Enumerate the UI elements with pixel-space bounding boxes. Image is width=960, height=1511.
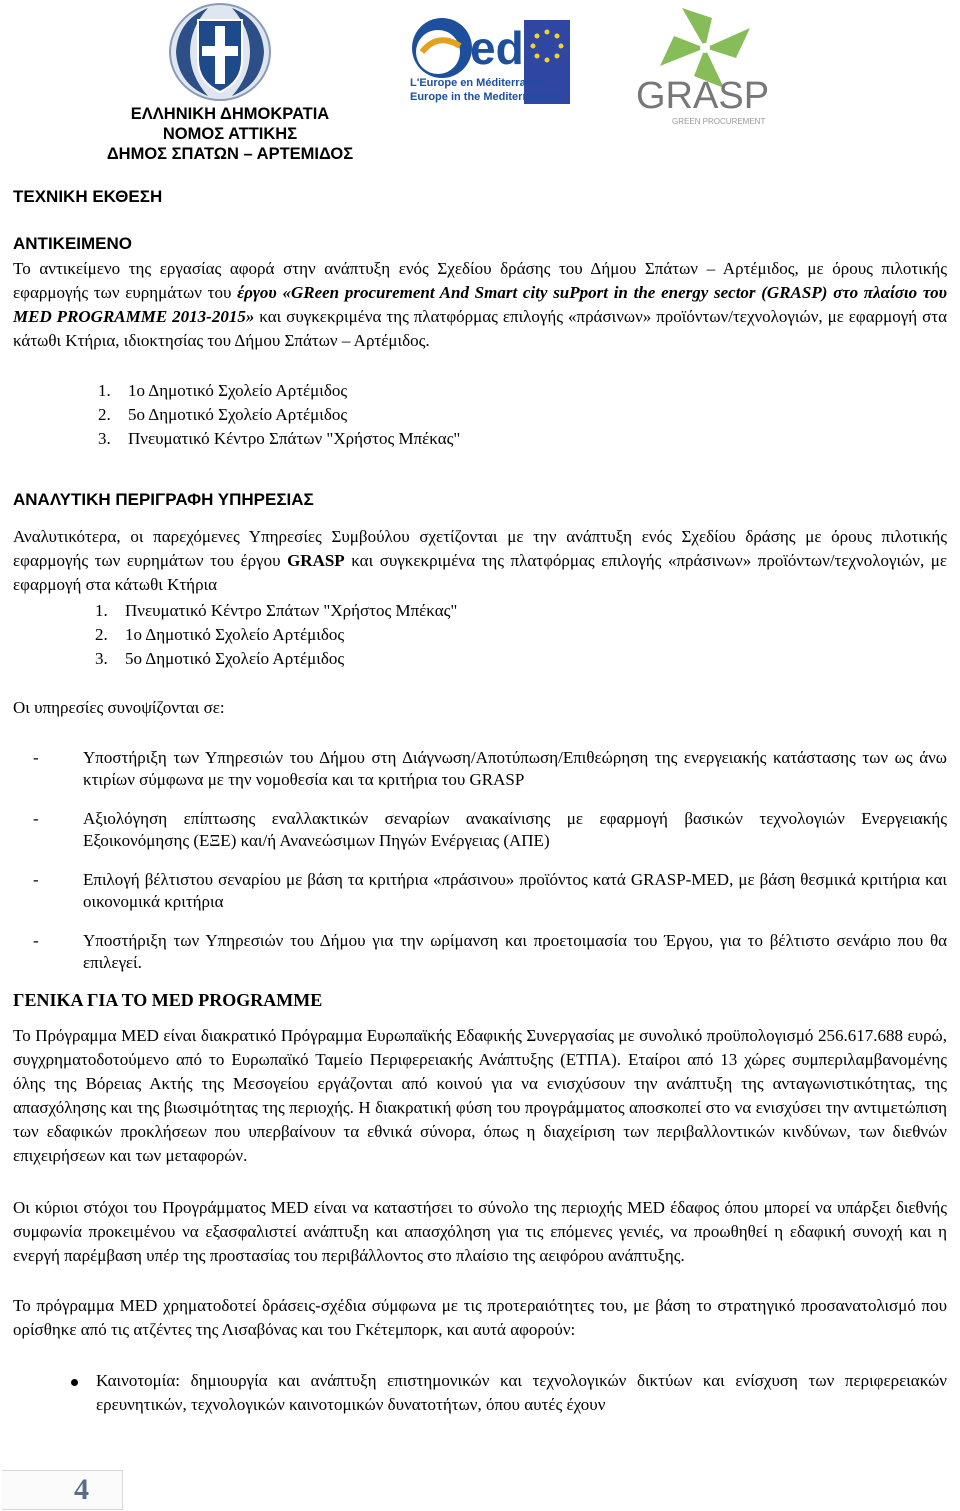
analytic-buildings-list (95, 599, 457, 671)
service-item: - Υποστήριξη των Υπηρεσιών του Δήμου στη Διάγνωση/Αποτύπωση/Επιθεώρηση της ενεργειακής κατάστασης των ως άνω κτιρίων σύμφωνα με την νομοθεσία και τα κριτήρια του GRASP (33, 748, 947, 789)
document-title: ΤΕΧΝΙΚΗ ΕΚΘΕΣΗ (13, 187, 163, 206)
government-header (100, 104, 360, 164)
list-item: 3. Πνευματικό Κέντρο Σπάτων "Χρήστος Μπέκας" (98, 429, 461, 448)
grasp-logo-text: GRASP (636, 75, 770, 117)
med-heading: ΓΕΝΙΚΑ ΓΙΑ ΤΟ MED PROGRAMME (13, 990, 323, 1010)
list-item: 1. Πνευματικό Κέντρο Σπάτων "Χρήστος Μπέκας" (95, 601, 458, 620)
med-paragraph-1: Το Πρόγραμμα MED είναι διακρατικό Πρόγραμμα Ευρωπαϊκής Εδαφικής Συνεργασίας με συνολικό προϋπολογισμό 256.617.688 ευρώ, συγχρηματοδοτούμενο από το Ευρωπαϊκό Ταμείο Περιφερειακής Ανάπτυξης (ΕΤΠΑ). Εταίροι από 13 χώρες συμπεριλαμβανομένης όλης της Βόρειας Ακτής της Μεσογείου εργάζονται από κοινού για να ενισχύσουν την ανάπτυξη της ανταγωνιστικότητας, της απασχόλησης και της βιωσιμότητας της περιοχής. Η διακρατική φύση του προγράμματος αποσκοπεί στο να ενισχύσει την αντιμετώπιση των εδαφικών προκλήσεων που υπερβαίνουν τα εθνικά σύνορα, όπως η διαχείριση των περιβαλλοντικών κινδύνων, των διεθνών επιχειρήσεων και των μεταφορών. (13, 1026, 947, 1165)
service-item: - Αξιολόγηση επίπτωσης εναλλακτικών σεναρίων ανακαίνισης με εφαρμογή βασικών τεχνολογιών Ενεργειακής Εξοικονόμησης (ΕΞΕ) και/ή Ανανεώσιμων Πηγών Ενέργειας (ΑΠΕ) (33, 809, 947, 850)
subject-heading: ΑΝΤΙΚΕΙΜΕΝΟ (13, 234, 132, 253)
list-item: 2. 1ο Δημοτικό Σχολείο Αρτέμιδος (95, 625, 345, 644)
service-item: - Επιλογή βέλτιστου σεναρίου με βάση τα κριτήρια «πράσινου» προϊόντος κατά GRASP-MED, με βάση θεσμικά κριτήρια και οικονομικά κριτήρια (33, 870, 947, 911)
med-paragraph-3: Το πρόγραμμα MED χρηματοδοτεί δράσεις-σχέδια σύμφωνα με τις προτεραιότητες του, με βάση το στρατηγικό προσανατολισμό που ορίσθηκε από τις ατζέντες της Λισαβόνας και του Γκέτεμπορκ, και αυτά αφορούν: (13, 1296, 947, 1339)
analytic-paragraph: Αναλυτικότερα, οι παρεχόμενες Υπηρεσίες Συμβούλου σχετίζονται με την ανάπτυξη ενός Σχεδίου δράσης με όρους πιλοτικής εφαρμογής των ευρημάτων του έργου GRASP και συγκεκριμένα της πλατφόρμας επιλογής «πράσινων» προϊόντων/τεχνολογιών, με εφαρμογή στα κάτωθι Κτήρια (13, 527, 948, 594)
bullet-icon (71, 1379, 78, 1386)
med-bullet-item: Καινοτομία: δημιουργία και ανάπτυξη επιστημονικών και τεχνολογικών δικτύων και ενίσχυση των περιφερειακών ερευνητικών, τεχνολογικών καινοτομικών δυνατοτήτων, όπου αυτές έχουν (13, 1369, 947, 1417)
page-number-box (2, 1470, 123, 1510)
services-intro: Οι υπηρεσίες συνοψίζονται σε: (13, 698, 225, 717)
org-line-2: ΝΟΜΟΣ ΑΤΤΙΚΗΣ (162, 125, 298, 143)
list-item: 1. 1ο Δημοτικό Σχολείο Αρτέμιδος (98, 381, 348, 400)
analytic-heading: ΑΝΑΛΥΤΙΚΗ ΠΕΡΙΓΡΑΦΗ ΥΠΗΡΕΣΙΑΣ (13, 490, 314, 509)
med-paragraph-2: Οι κύριοι στόχοι του Προγράμματος MED είναι να καταστήσει το σύνολο της περιοχής MED έδαφος όπου μπορεί να υπάρξει διεθνής συμφωνία προκειμένου να εξασφαλιστεί ανάπτυξη και απασχόληση για τις επόμενες γενιές, να προωθηθεί η εδαφική συνοχή και η ενεργή παρέμβαση υπέρ της προστασίας του περιβάλλοντος στο πλαίσιο της αειφόρου ανάπτυξης. (13, 1198, 947, 1265)
page-number: 4 (74, 1473, 89, 1506)
grasp-logo (632, 4, 778, 128)
list-item: 2. 5ο Δημοτικό Σχολείο Αρτέμιδος (98, 405, 348, 424)
greek-coat-of-arms-logo (168, 2, 272, 102)
subject-buildings-list (98, 379, 460, 451)
org-line-3: ΔΗΜΟΣ ΣΠΑΤΩΝ – ΑΡΤΕΜΙΔΟΣ (106, 145, 354, 163)
subject-paragraph: Το αντικείμενο της εργασίας αφορά στην ανάπτυξη ενός Σχεδίου δράσης του Δήμου Σπάτων – Αρτέμιδος, με όρους πιλοτικής εφαρμογής των ευρημάτων του έργου «GReen procurement And Smart city suPport in the energy sector (GRASP) στο πλαίσιο του MED PROGRAMME 2013-2015» και συγκεκριμένα της πλατφόρμας επιλογής «πράσινων» προϊόντων/τεχνολογιών, με εφαρμογή στα κάτωθι Κτήρια, ιδιοκτησίας του Δήμου Σπάτων – Αρτέμιδος. (13, 259, 948, 350)
list-item: 3. 5ο Δημοτικό Σχολείο Αρτέμιδος (95, 649, 345, 668)
org-line-1: ΕΛΛΗΝΙΚΗ ΔΗΜΟΚΡΑΤΙΑ (130, 105, 330, 123)
med-programme-logo (408, 2, 580, 110)
grasp-logo-subtext: GREEN PROCUREMENT (672, 117, 766, 126)
med-logo-line-1: L'Europe en Méditerranée (410, 77, 545, 89)
med-logo-text: ed (470, 22, 524, 74)
med-logo-line-2: Europe in the Mediterranean (410, 91, 559, 103)
service-item: - Υποστήριξη των Υπηρεσιών του Δήμου για την ωρίμανση και προετοιμασία του Έργου, για το βέλτιστο σενάριο που θα επιλεγεί. (33, 931, 947, 972)
